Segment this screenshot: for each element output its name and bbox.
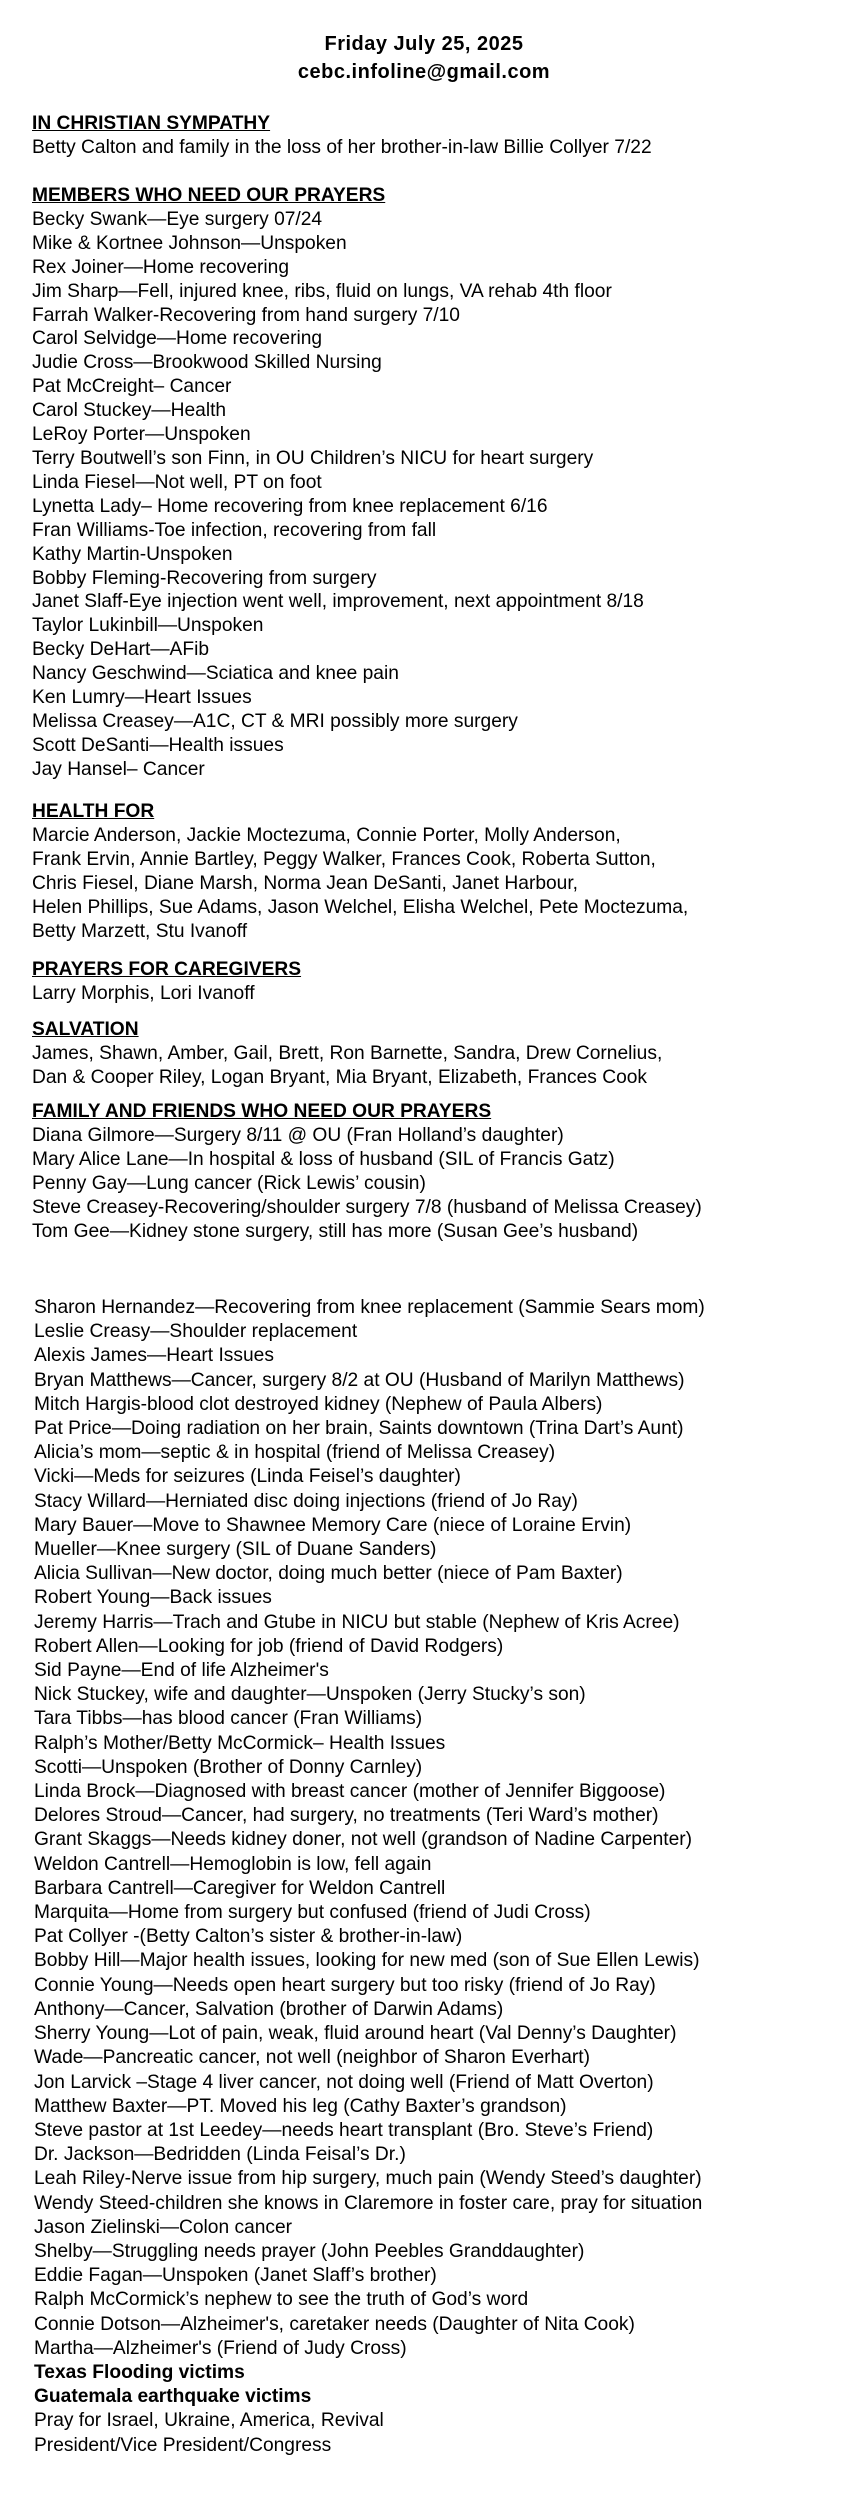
page-header — [0, 30, 848, 86]
salvation-line: Dan & Cooper Riley, Logan Bryant, Mia Bryant, Elizabeth, Frances Cook — [32, 1066, 648, 1088]
prayer-item: Bobby Hill—Major health issues, looking for new med (son of Sue Ellen Lewis) — [34, 1950, 700, 1972]
prayer-item: Connie Dotson—Alzheimer's, caretaker needs (Daughter of Nita Cook) — [34, 2313, 635, 2335]
member-item: Bobby Fleming-Recovering from surgery — [32, 567, 377, 589]
members-heading: MEMBERS WHO NEED OUR PRAYERS — [32, 185, 386, 206]
prayer-item: Shelby—Struggling needs prayer (John Peebles Granddaughter) — [34, 2240, 585, 2262]
prayer-item: Wendy Steed-children she knows in Claremore in foster care, pray for situation — [34, 2192, 703, 2214]
sympathy-heading: IN CHRISTIAN SYMPATHY — [32, 113, 271, 134]
prayer-item: Sid Payne—End of life Alzheimer's — [34, 1660, 329, 1682]
member-item: Jim Sharp—Fell, injured knee, ribs, fluid on lungs, VA rehab 4th floor — [32, 280, 612, 302]
prayer-item: Nick Stuckey, wife and daughter—Unspoken (Jerry Stucky’s son) — [34, 1684, 586, 1706]
health-heading: HEALTH FOR — [32, 801, 155, 822]
members-section — [32, 184, 832, 782]
member-item: Kathy Martin-Unspoken — [32, 543, 233, 565]
member-item: Rex Joiner—Home recovering — [32, 256, 289, 278]
member-item: Judie Cross—Brookwood Skilled Nursing — [32, 352, 382, 374]
prayer-item: Mary Bauer—Move to Shawnee Memory Care (niece of Loraine Ervin) — [34, 1514, 632, 1536]
family-heading: FAMILY AND FRIENDS WHO NEED OUR PRAYERS — [32, 1101, 492, 1122]
prayer-item: Delores Stroud—Cancer, had surgery, no treatments (Teri Ward’s mother) — [34, 1805, 659, 1827]
prayer-item: Alicia Sullivan—New doctor, doing much better (niece of Pam Baxter) — [34, 1563, 623, 1585]
member-item: Terry Boutwell’s son Finn, in OU Children’s NICU for heart surgery — [32, 447, 594, 469]
member-item: LeRoy Porter—Unspoken — [32, 424, 251, 446]
salvation-line: James, Shawn, Amber, Gail, Brett, Ron Barnette, Sandra, Drew Cornelius, — [32, 1042, 663, 1064]
salvation-heading: SALVATION — [32, 1019, 139, 1040]
prayer-item: Bryan Matthews—Cancer, surgery 8/2 at OU (Husband of Marilyn Matthews) — [34, 1369, 685, 1391]
prayer-item: Robert Allen—Looking for job (friend of David Rodgers) — [34, 1635, 504, 1657]
prayer-item: Sherry Young—Lot of pain, weak, fluid around heart (Val Denny’s Daughter) — [34, 2023, 677, 2045]
caregivers-section — [32, 958, 832, 1006]
member-item: Carol Selvidge—Home recovering — [32, 328, 323, 350]
salvation-section — [32, 1018, 832, 1090]
member-item: Janet Slaff-Eye injection went well, improvement, next appointment 8/18 — [32, 591, 644, 613]
member-item: Pat McCreight– Cancer — [32, 376, 232, 398]
prayer-item: Weldon Cantrell—Hemoglobin is low, fell again — [34, 1853, 432, 1875]
family-section — [32, 1100, 832, 1243]
prayer-item: Tara Tibbs—has blood cancer (Fran Williams) — [34, 1708, 423, 1730]
prayer-item: Robert Young—Back issues — [34, 1587, 272, 1609]
prayer-item: Barbara Cantrell—Caregiver for Weldon Cantrell — [34, 1877, 446, 1899]
health-line: Chris Fiesel, Diane Marsh, Norma Jean DeSanti, Janet Harbour, — [32, 872, 579, 894]
member-item: Lynetta Lady– Home recovering from knee replacement 6/16 — [32, 495, 548, 517]
family-line: Steve Creasey-Recovering/shoulder surgery 7/8 (husband of Melissa Creasey) — [32, 1196, 702, 1218]
bold-prayer-item: Guatemala earthquake victims — [34, 2386, 312, 2408]
prayer-item: Dr. Jackson—Bedridden (Linda Feisal’s Dr.) — [34, 2144, 406, 2166]
prayer-item: Mueller—Knee surgery (SIL of Duane Sanders) — [34, 1539, 437, 1561]
family-line: Mary Alice Lane—In hospital & loss of husband (SIL of Francis Gatz) — [32, 1148, 615, 1170]
prayer-item: Alexis James—Heart Issues — [34, 1345, 274, 1367]
member-item: Ken Lumry—Heart Issues — [32, 687, 252, 709]
prayer-item: Wade—Pancreatic cancer, not well (neighbor of Sharon Everhart) — [34, 2047, 591, 2069]
prayer-item: Linda Brock—Diagnosed with breast cancer (mother of Jennifer Biggoose) — [34, 1781, 666, 1803]
prayer-item: Grant Skaggs—Needs kidney doner, not well (grandson of Nadine Carpenter) — [34, 1829, 693, 1851]
prayer-item: Steve pastor at 1st Leedey—needs heart transplant (Bro. Steve’s Friend) — [34, 2119, 654, 2141]
family-line: Penny Gay—Lung cancer (Rick Lewis’ cousin) — [32, 1172, 426, 1194]
bold-prayer-item: Texas Flooding victims — [34, 2361, 245, 2383]
member-item: Nancy Geschwind—Sciatica and knee pain — [32, 663, 399, 685]
header-date: Friday July 25, 2025 — [324, 33, 524, 55]
member-item: Farrah Walker-Recovering from hand surgery 7/10 — [32, 304, 460, 326]
prayer-item: Connie Young—Needs open heart surgery but too risky (friend of Jo Ray) — [34, 1974, 656, 1996]
prayer-item: Alicia’s mom—septic & in hospital (friend of Melissa Creasey) — [34, 1442, 556, 1464]
prayer-item: Eddie Fagan—Unspoken (Janet Slaff’s brother) — [34, 2265, 437, 2287]
prayer-item: Anthony—Cancer, Salvation (brother of Darwin Adams) — [34, 1998, 504, 2020]
member-item: Fran Williams-Toe infection, recovering from fall — [32, 519, 437, 541]
member-item: Melissa Creasey—A1C, CT & MRI possibly more surgery — [32, 710, 518, 732]
health-line: Frank Ervin, Annie Bartley, Peggy Walker, Frances Cook, Roberta Sutton, — [32, 848, 656, 870]
prayer-item: Scotti—Unspoken (Brother of Donny Carnley) — [34, 1756, 423, 1778]
prayer-item: Jeremy Harris—Trach and Gtube in NICU but stable (Nephew of Kris Acree) — [34, 1611, 680, 1633]
closing-prayer-item: Pray for Israel, Ukraine, America, Revival — [34, 2410, 384, 2432]
sympathy-section — [32, 112, 832, 160]
prayer-item: Ralph’s Mother/Betty McCormick– Health Issues — [34, 1732, 446, 1754]
caregivers-line: Larry Morphis, Lori Ivanoff — [32, 982, 255, 1004]
continued-prayer-list — [34, 1296, 814, 2458]
health-line: Betty Marzett, Stu Ivanoff — [32, 920, 248, 942]
prayer-item: Mitch Hargis-blood clot destroyed kidney (Nephew of Paula Albers) — [34, 1393, 603, 1415]
closing-prayer-item: President/Vice President/Congress — [34, 2434, 332, 2456]
prayer-item: Sharon Hernandez—Recovering from knee replacement (Sammie Sears mom) — [34, 1297, 705, 1318]
prayer-item: Ralph McCormick’s nephew to see the truth of God’s word — [34, 2289, 529, 2311]
member-item: Scott DeSanti—Health issues — [32, 734, 284, 756]
prayer-item: Jon Larvick –Stage 4 liver cancer, not doing well (Friend of Matt Overton) — [34, 2071, 654, 2093]
member-item: Carol Stuckey—Health — [32, 400, 227, 422]
member-item: Jay Hansel– Cancer — [32, 758, 205, 780]
member-item: Becky Swank—Eye surgery 07/24 — [32, 208, 323, 230]
family-line: Diana Gilmore—Surgery 8/11 @ OU (Fran Holland’s daughter) — [32, 1124, 564, 1146]
prayer-item: Matthew Baxter—PT. Moved his leg (Cathy Baxter’s grandson) — [34, 2095, 567, 2117]
health-section — [32, 800, 832, 943]
health-line: Helen Phillips, Sue Adams, Jason Welchel, Elisha Welchel, Pete Moctezuma, — [32, 896, 689, 918]
prayer-item: Leslie Creasy—Shoulder replacement — [34, 1321, 358, 1343]
sympathy-line: Betty Calton and family in the loss of her brother-in-law Billie Collyer 7/22 — [32, 136, 652, 158]
prayer-item: Martha—Alzheimer's (Friend of Judy Cross) — [34, 2337, 407, 2359]
prayer-item: Pat Price—Doing radiation on her brain, Saints downtown (Trina Dart’s Aunt) — [34, 1418, 684, 1440]
prayer-item: Pat Collyer -(Betty Calton’s sister & brother-in-law) — [34, 1926, 463, 1948]
member-item: Linda Fiesel—Not well, PT on foot — [32, 471, 322, 493]
member-item: Taylor Lukinbill—Unspoken — [32, 615, 264, 637]
prayer-item: Jason Zielinski—Colon cancer — [34, 2216, 293, 2238]
prayer-item: Leah Riley-Nerve issue from hip surgery, much pain (Wendy Steed’s daughter) — [34, 2168, 702, 2190]
prayer-item: Stacy Willard—Herniated disc doing injections (friend of Jo Ray) — [34, 1490, 578, 1512]
health-line: Marcie Anderson, Jackie Moctezuma, Connie Porter, Molly Anderson, — [32, 824, 621, 846]
caregivers-heading: PRAYERS FOR CAREGIVERS — [32, 959, 302, 980]
member-item: Becky DeHart—AFib — [32, 639, 209, 661]
prayer-item: Marquita—Home from surgery but confused (friend of Judi Cross) — [34, 1902, 591, 1924]
prayer-item: Vicki—Meds for seizures (Linda Feisel’s daughter) — [34, 1466, 461, 1488]
member-item: Mike & Kortnee Johnson—Unspoken — [32, 232, 347, 254]
header-email[interactable]: cebc.infoline@gmail.com — [297, 61, 551, 83]
family-line: Tom Gee—Kidney stone surgery, still has more (Susan Gee’s husband) — [32, 1220, 639, 1242]
